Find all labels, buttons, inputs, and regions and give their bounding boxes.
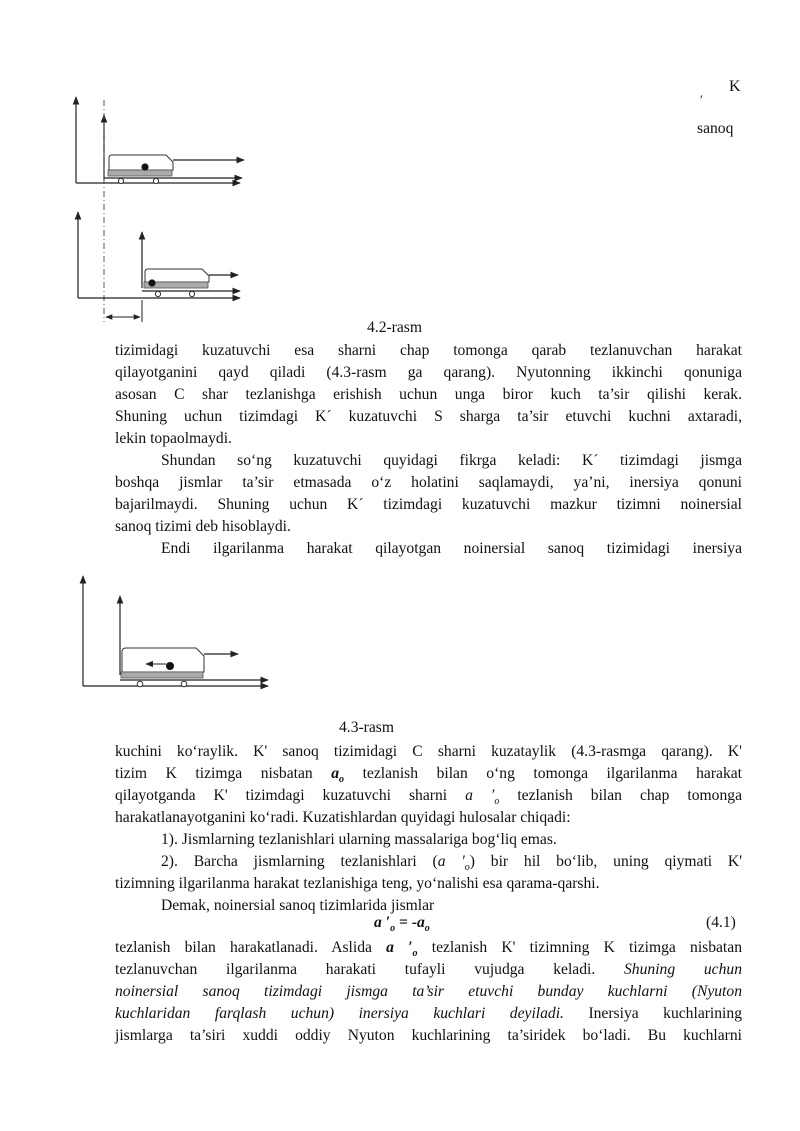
para6-line1: tezlanish bilan harakatlanadi. Aslida a $'_o$ tezlanish K' tizimning K tizimga nisbatan: [115, 939, 742, 960]
list-item-2-line2: tizimning ilgarilanma harakat tezlanishiga teng, yo‘nalishi esa qarama-qarshi.: [115, 875, 600, 892]
para2-line1: Shundan so‘ng kuzatuvchi quyidagi fikrga keladi: K´ tizimdagi jismga: [161, 452, 742, 469]
para1-line4: Shuning uchun tizimdagi K´ kuzatuvchi S sharga ta’sir etuvchi kuchni axtaradi,: [115, 408, 742, 425]
para1-line5: lekin topaolmaydi.: [115, 430, 232, 447]
list-item-1: 1). Jismlarning tezlanishlari ularning massalariga bog‘liq emas.: [161, 831, 557, 848]
para6-line4: kuchlaridan farqlash uchun) inersiya kuchlari deyiladi. Inersiya kuchlarining: [115, 1005, 742, 1022]
prime-mark: ′: [700, 92, 703, 107]
figure-4-3-caption: 4.3-rasm: [339, 719, 394, 736]
para3-line1: Endi ilgarilanma harakat qilayotgan noinersial sanoq tizimidagi inersiya: [161, 540, 742, 557]
para4-line3: qilayotganda K' tizimdagi kuzatuvchi sharni a $'_o$ tezlanish bilan chap tomonga: [115, 787, 742, 808]
para4-line1: kuchini ko‘raylik. K' sanoq tizimidagi C sharni kuzataylik (4.3-rasmga qarang). K': [115, 743, 742, 760]
para2-line2: boshqa jismlar ta’sir etmasada o‘z holatini saqlamaydi, ya’ni, inersiya qonuni: [115, 474, 742, 491]
para1-line2: qilayotganini qayd qiladi (4.3-rasm ga qarang). Nyutonning ikkinchi qonuniga: [115, 364, 742, 381]
platform-4-3: [121, 672, 203, 678]
para4-line2: tizim K tizimga nisbatan $a_o$ tezlanish bilan o‘ng tomonga ilgarilanma harakat: [115, 765, 742, 786]
para4-line4: harakatlanayotganini ko‘radi. Kuzatishlardan quyidagi hulosalar chiqadi:: [115, 809, 571, 826]
equation-number: (4.1): [706, 914, 736, 931]
para6-line3: noinersial sanoq tizimdagi jismga ta’sir etuvchi bunday kuchlarni (Nyuton: [115, 983, 742, 1000]
equation-4-1: a $'_o = -a_o$: [374, 914, 430, 935]
ball-c-4-3: [166, 662, 174, 670]
car-body-4-3: [122, 648, 204, 672]
k-prime-label: K: [729, 78, 741, 95]
para6-line5: jismlarga ta’siri xuddi oddiy Nyuton kuchlarining ta’siridek bo‘ladi. Bu kuchlarni: [115, 1027, 742, 1044]
para1-line3: asosan C shar tezlanishga erishish uchun unga biror kuch ta’sir qilishi kerak.: [115, 386, 742, 403]
para5: Demak, noinersial sanoq tizimlarida jismlar: [161, 897, 435, 914]
para2-line3: bajarilmaydi. Shuning uchun K´ tizimdagi kuzatuvchi mazkur tizimni noinersial: [115, 496, 742, 513]
figure-4-2-caption: 4.2-rasm: [367, 319, 422, 336]
para6-line2: tezlanuvchan ilgarilanma harakati tufayli vujudga keladi. Shuning uchun: [115, 961, 742, 978]
list-item-2: 2). Barcha jismlarning tezlanishlari (a $'_o$) bir hil bo‘lib, uning qiymati K': [161, 853, 743, 874]
para1-line1: tizimidagi kuzatuvchi esa sharni chap tomonga qarab tezlanuvchan harakat: [115, 342, 742, 359]
sanoq-fragment: sanoq: [697, 120, 734, 137]
para2-line4: sanoq tizimi deb hisoblaydi.: [115, 518, 291, 535]
